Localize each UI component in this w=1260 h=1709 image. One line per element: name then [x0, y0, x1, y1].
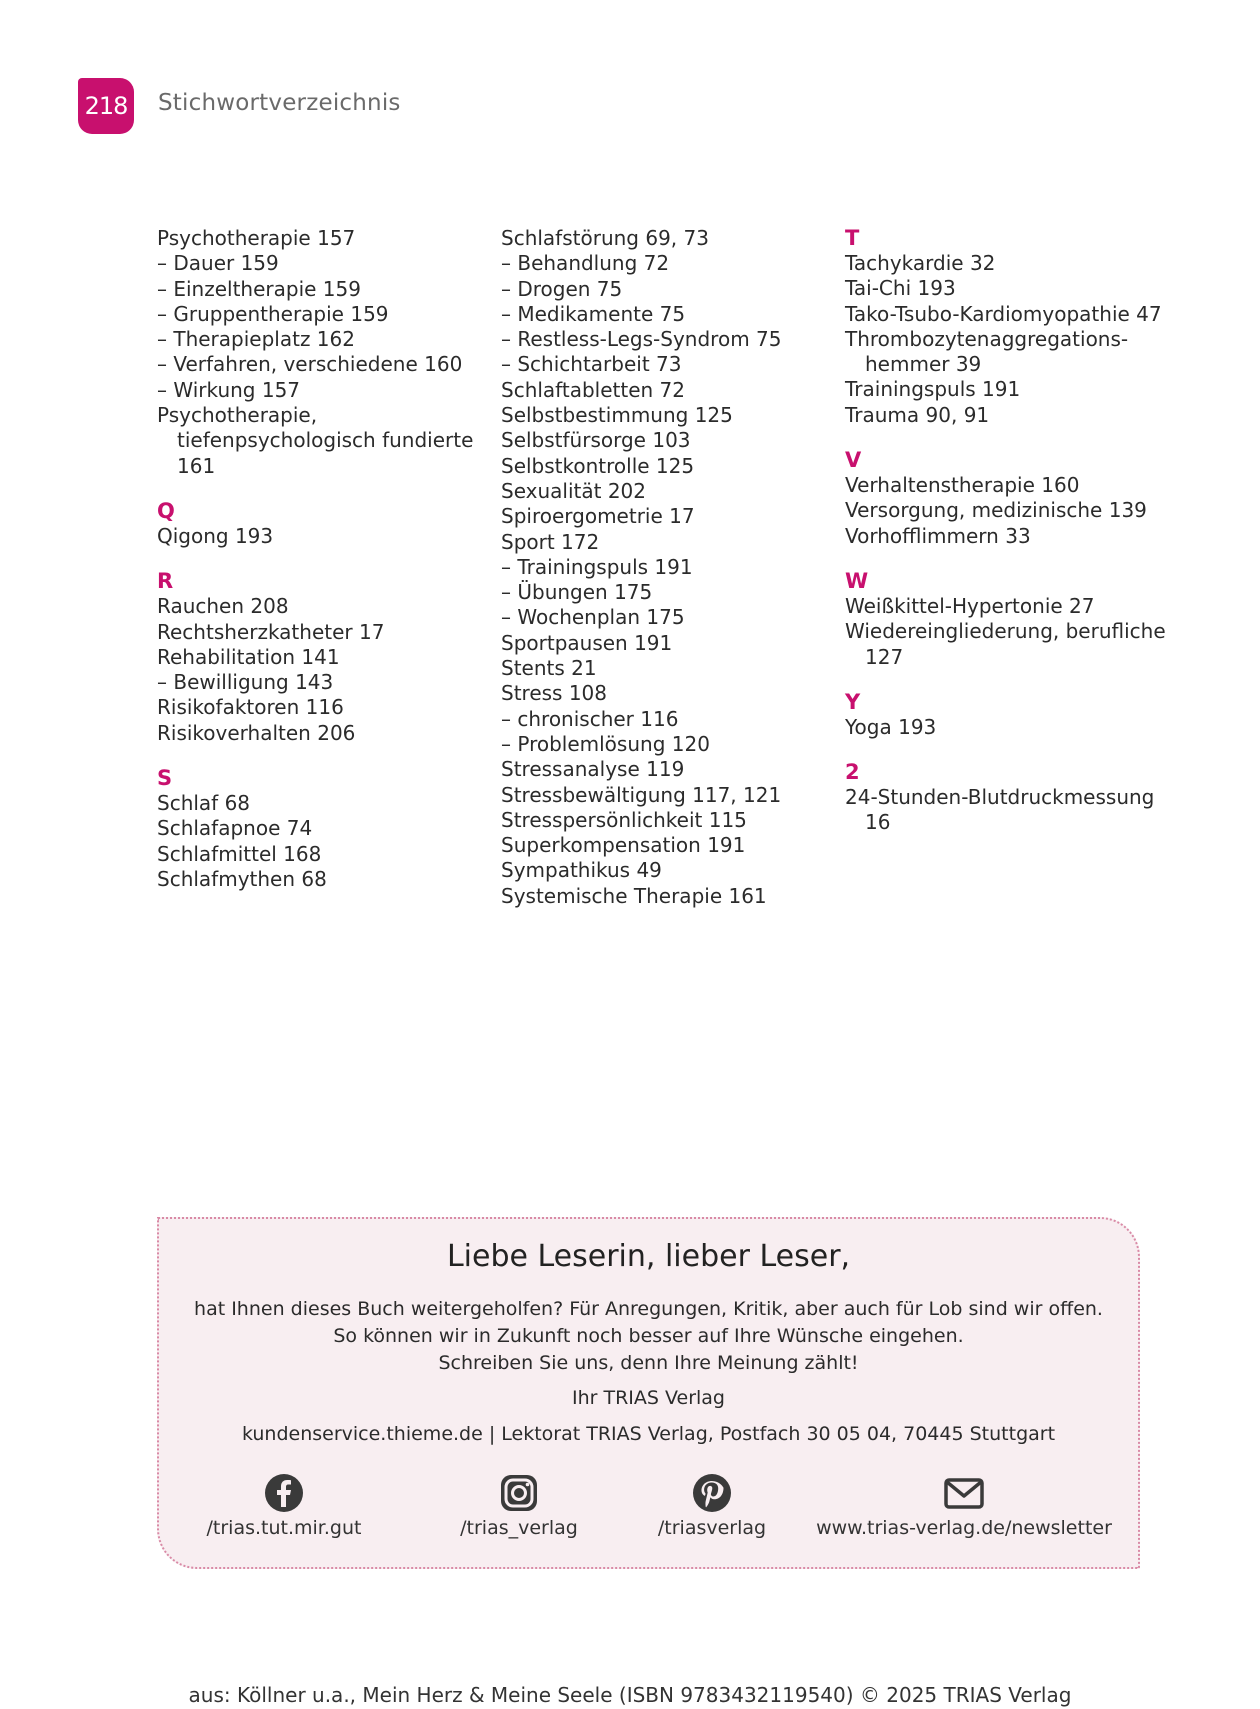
index-letter-heading: Q [157, 498, 175, 523]
social-links [159, 1473, 1138, 1553]
index-entry-text: 24-Stunden-Blutdruckmessung [845, 785, 1155, 810]
index-subentry [157, 302, 477, 327]
feedback-title: Liebe Leserin, lieber Leser, [446, 1239, 851, 1274]
social-label: /trias.tut.mir.gut [206, 1517, 362, 1539]
index-entry-text: Spiroergometrie 17 [501, 504, 695, 529]
index-entry-text: Stressbewältigung 117, 121 [501, 782, 782, 807]
index-entry [501, 833, 821, 858]
index-entry [845, 715, 1165, 740]
index-entry-text: – chronischer 116 [501, 706, 679, 731]
index-entry [157, 594, 477, 619]
index-entry [157, 524, 477, 549]
index-entry [501, 403, 821, 428]
index-entry-text: Systemische Therapie 161 [501, 883, 767, 908]
running-title: Stichwortverzeichnis [158, 90, 401, 116]
index-entry-text: Risikoverhalten 206 [157, 720, 356, 745]
index-entry-text: – Bewilligung 143 [157, 670, 334, 695]
feedback-line: So können wir in Zukunft noch besser auf Ihre Wünsche eingehen. [333, 1325, 964, 1347]
index-subentry [157, 251, 477, 276]
index-subentry [501, 352, 821, 377]
index-entry-continuation: 127 [865, 644, 904, 669]
index-letter-heading: W [845, 568, 869, 593]
index-entry-text: Rechtsherzkatheter 17 [157, 619, 385, 644]
index-entry-text: Tai-Chi 193 [845, 276, 956, 301]
index-subentry [157, 277, 477, 302]
index-entry [157, 695, 477, 720]
index-entry-text: Versorgung, medizinische 139 [845, 498, 1147, 523]
index-entry-text: Sympathikus 49 [501, 858, 662, 883]
index-letter-heading: 2 [845, 760, 860, 785]
social-label: /triasverlag [657, 1517, 767, 1539]
footer-credit: aus: Köllner u.a., Mein Herz & Meine Seele (ISBN 9783432119540) © 2025 TRIAS Verlag [188, 1683, 1072, 1707]
index-entry-text: Qigong 193 [157, 523, 274, 548]
index-entry [501, 454, 821, 479]
index-entry [845, 594, 1165, 619]
mail-icon [943, 1473, 985, 1513]
index-entry [157, 403, 477, 479]
index-letter-heading: S [157, 766, 173, 791]
instagram-icon [499, 1473, 539, 1513]
index-entry [157, 867, 477, 892]
index-entry [501, 783, 821, 808]
facebook-icon [264, 1473, 304, 1513]
index-entry [501, 226, 821, 251]
index-entry [501, 504, 821, 529]
index-entry [845, 327, 1165, 378]
index-entry-text: Rehabilitation 141 [157, 644, 340, 669]
index-entry [157, 620, 477, 645]
index-entry [501, 681, 821, 706]
index-entry-text: – Verfahren, verschiedene 160 [157, 352, 463, 377]
index-subentry [157, 352, 477, 377]
index-entry-text: – Wochenplan 175 [501, 605, 685, 630]
index-column-3 [845, 226, 1165, 836]
index-subentry [501, 302, 821, 327]
index-entry-text: Risikofaktoren 116 [157, 695, 344, 720]
index-entry-text: – Trainingspuls 191 [501, 554, 693, 579]
index-subentry [501, 327, 821, 352]
index-entry-text: – Übungen 175 [501, 580, 653, 605]
social-facebook[interactable] [189, 1473, 379, 1539]
index-entry-text: Stresspersönlichkeit 115 [501, 807, 747, 832]
index-letter-heading: R [157, 569, 174, 594]
index-entry [501, 884, 821, 909]
index-entry-text: – Drogen 75 [501, 276, 623, 301]
index-entry-continuation: 16 [865, 810, 891, 835]
index-entry-text: – Wirkung 157 [157, 377, 301, 402]
index-entry-text: – Gruppentherapie 159 [157, 301, 389, 326]
index-entry-text: Weißkittel-Hypertonie 27 [845, 593, 1095, 618]
index-letter-heading: V [845, 448, 862, 473]
index-column-2 [501, 226, 821, 909]
pinterest-icon [692, 1473, 732, 1513]
social-newsletter[interactable] [809, 1473, 1119, 1539]
reader-feedback-box [157, 1217, 1140, 1569]
index-entry-text: – Einzeltherapie 159 [157, 276, 361, 301]
index-entry-text: Sport 172 [501, 529, 600, 554]
index-entry [845, 524, 1165, 549]
index-subentry [157, 670, 477, 695]
index-subentry [157, 327, 477, 352]
feedback-line: Schreiben Sie uns, denn Ihre Meinung zählt! [438, 1352, 859, 1374]
index-entry [845, 377, 1165, 402]
index-entry-text: – Dauer 159 [157, 251, 279, 276]
index-entry [845, 498, 1165, 523]
index-subentry [501, 251, 821, 276]
index-entry [501, 858, 821, 883]
index-entry-text: Psychotherapie 157 [157, 226, 356, 250]
index-subentry [501, 555, 821, 580]
index-entry [501, 808, 821, 833]
index-entry-text: Stressanalyse 119 [501, 757, 685, 782]
index-entry-text: – Behandlung 72 [501, 251, 670, 276]
index-entry [157, 816, 477, 841]
index-entry [157, 645, 477, 670]
index-entry [845, 276, 1165, 301]
index-entry-text: Trainingspuls 191 [845, 377, 1021, 402]
index-entry [157, 791, 477, 816]
index-entry [845, 473, 1165, 498]
social-instagram[interactable] [424, 1473, 614, 1539]
index-letter-heading: T [845, 226, 860, 250]
index-entry-text: Sexualität 202 [501, 478, 646, 503]
index-entry [501, 479, 821, 504]
index-entry [845, 403, 1165, 428]
index-entry-text: Psychotherapie, [157, 403, 318, 428]
index-entry-text: Rauchen 208 [157, 594, 289, 619]
index-entry-text: Schlafstörung 69, 73 [501, 226, 709, 250]
index-entry [157, 842, 477, 867]
index-entry [157, 721, 477, 746]
index-entry [845, 302, 1165, 327]
index-column-1 [157, 226, 477, 892]
feedback-contact[interactable]: kundenservice.thieme.de | Lektorat TRIAS Verlag, Postfach 30 05 04, 70445 Stuttgart [241, 1423, 1056, 1445]
index-entry-text: Selbstkontrolle 125 [501, 453, 695, 478]
index-entry-text: Selbstbestimmung 125 [501, 403, 733, 428]
index-entry [501, 656, 821, 681]
index-entry-text: Schlafapnoe 74 [157, 816, 313, 841]
social-label: /trias_verlag [460, 1517, 578, 1539]
index-entry [845, 619, 1165, 670]
index-subentry [501, 277, 821, 302]
index-entry [501, 530, 821, 555]
index-entry-text: – Problemlösung 120 [501, 731, 710, 756]
index-subentry [157, 378, 477, 403]
index-entry-text: Trauma 90, 91 [845, 402, 990, 427]
index-entry-text: – Therapieplatz 162 [157, 327, 355, 352]
social-label: www.trias-verlag.de/newsletter [816, 1517, 1112, 1539]
index-entry-text: Stents 21 [501, 656, 597, 681]
index-entry-text: Schlafmythen 68 [157, 866, 327, 891]
index-entry-text: Wiedereingliederung, berufliche [845, 619, 1166, 644]
index-entry-text: Sportpausen 191 [501, 630, 673, 655]
feedback-signature: Ihr TRIAS Verlag [571, 1387, 725, 1409]
index-entry-text: Schlafmittel 168 [157, 841, 322, 866]
index-entry-text: – Medikamente 75 [501, 301, 686, 326]
index-entry-text: Tachykardie 32 [845, 251, 996, 275]
index-letter-heading: Y [845, 689, 861, 714]
index-entry-text: Schlaf 68 [157, 791, 251, 816]
index-entry [501, 757, 821, 782]
index-entry-continuation: tiefenpsychologisch fundierte [177, 428, 474, 453]
index-entry-text: Stress 108 [501, 681, 607, 706]
feedback-line: hat Ihnen dieses Buch weitergeholfen? Für Anregungen, Kritik, aber auch für Lob sind wir offen. [194, 1298, 1103, 1320]
index-entry [501, 378, 821, 403]
index-entry-text: Thrombozytenaggregations- [845, 326, 1129, 351]
index-entry [845, 251, 1165, 276]
index-entry-text: Superkompensation 191 [501, 833, 746, 858]
index-entry-text: Schlaftabletten 72 [501, 377, 685, 402]
index-entry [845, 785, 1165, 836]
index-entry-text: Selbstfürsorge 103 [501, 428, 691, 453]
index-entry [501, 428, 821, 453]
index-subentry [501, 732, 821, 757]
index-entry [157, 226, 477, 251]
index-entry-text: Verhaltenstherapie 160 [845, 473, 1080, 498]
index-entry-text: Vorhofflimmern 33 [845, 523, 1031, 548]
social-pinterest[interactable] [617, 1473, 807, 1539]
index-subentry [501, 580, 821, 605]
feedback-body [159, 1296, 1138, 1377]
index-entry-text: – Schichtarbeit 73 [501, 352, 682, 377]
page-number-badge: 218 [78, 78, 134, 134]
index-entry-continuation: hemmer 39 [865, 352, 982, 377]
index-entry-text: – Restless-Legs-Syndrom 75 [501, 327, 782, 352]
index-entry [501, 631, 821, 656]
index-subentry [501, 707, 821, 732]
index-subentry [501, 605, 821, 630]
index-entry-text: Yoga 193 [845, 714, 937, 739]
index-entry-continuation: 161 [177, 453, 216, 478]
index-entry-text: Tako-Tsubo-Kardiomyopathie 47 [845, 301, 1162, 326]
